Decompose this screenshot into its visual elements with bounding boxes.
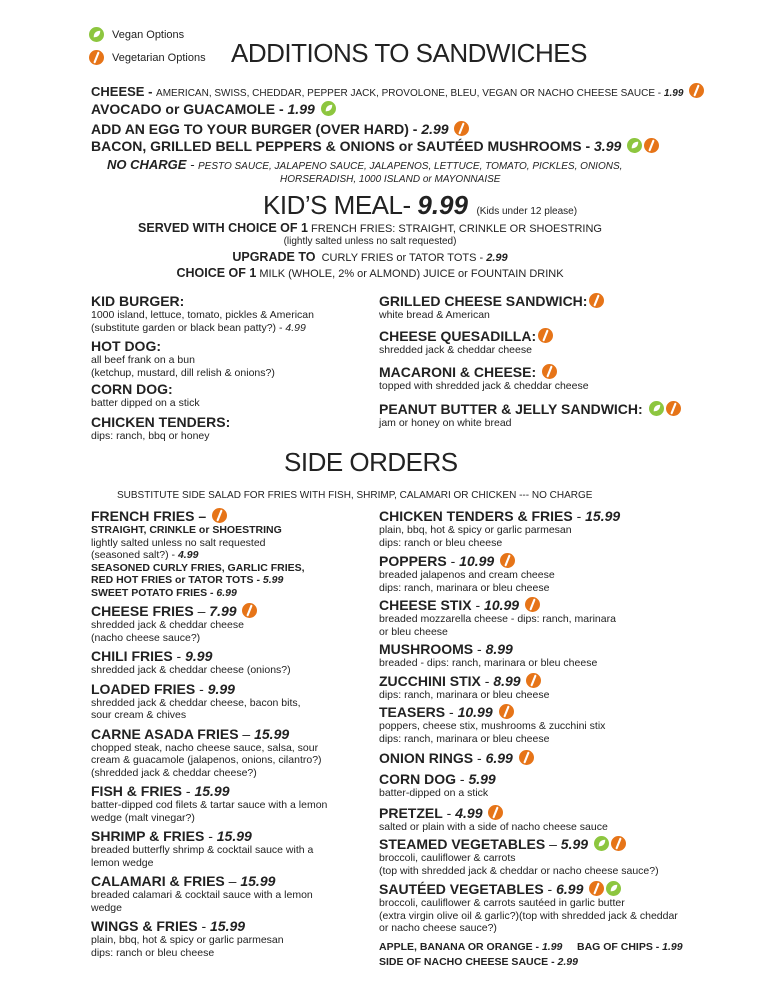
additions-bacon: BACON, GRILLED BELL PEPPERS & ONIONS or SAUTÉED MUSHROOMS - 3.99 xyxy=(91,138,659,154)
additions-cheese: CHEESE - AMERICAN, SWISS, CHEDDAR, PEPPER JACK, PROVOLONE, BLEU, VEGAN OR NACHO CHEESE SAUCE - 1.99 xyxy=(91,83,704,99)
side-item: FISH & FRIES - 15.99 batter-dipped cod filets & tartar sauce with a lemon wedge (malt vinegar?) xyxy=(91,783,328,824)
vegetarian-icon xyxy=(519,750,534,765)
side-item: CALAMARI & FRIES – 15.99 breaded calamari & cocktail sauce with a lemon wedge xyxy=(91,873,313,914)
kids-item: GRILLED CHEESE SANDWICH: white bread & American xyxy=(379,293,719,322)
kids-item: PEANUT BUTTER & JELLY SANDWICH: jam or honey on white bread xyxy=(379,401,719,430)
vegetarian-icon xyxy=(525,597,540,612)
vegan-icon xyxy=(594,836,609,851)
vegetarian-icon xyxy=(611,836,626,851)
kids-right-column xyxy=(379,293,719,429)
kids-item: CHEESE QUESADILLA: shredded jack & cheddar cheese xyxy=(379,328,719,357)
side-item: SHRIMP & FRIES - 15.99 breaded butterfly shrimp & cocktail sauce with a lemon wedge xyxy=(91,828,314,869)
side-item: TEASERS - 10.99 poppers, cheese stix, mushrooms & zucchini stix dips: ranch, marinara or bleu cheese xyxy=(379,704,606,745)
side-item: MUSHROOMS - 8.99 breaded - dips: ranch, marinara or bleu cheese xyxy=(379,641,598,669)
carrot-icon xyxy=(89,50,104,65)
kids-served-note: (lightly salted unless no salt requested) xyxy=(283,236,457,247)
vegan-icon xyxy=(627,138,642,153)
legend-vegan-label: Vegan Options xyxy=(112,28,185,41)
vegetarian-icon xyxy=(542,364,557,379)
vegetarian-icon xyxy=(454,121,469,136)
vegetarian-icon xyxy=(242,603,257,618)
side-item: CHEESE STIX - 10.99 breaded mozzarella cheese - dips: ranch, marinara or bleu cheese xyxy=(379,597,616,638)
kids-item: KID BURGER: 1000 island, lettuce, tomato, pickles & American (substitute garden or black bean patty?) - 4.99 xyxy=(91,293,314,334)
vegan-icon xyxy=(649,401,664,416)
side-item: CARNE ASADA FRIES – 15.99 chopped steak, nacho cheese sauce, salsa, sour cream & guacamole (jalapenos, onions, cilantro?) (shredded jack & cheddar cheese?) xyxy=(91,725,322,779)
vegetarian-icon xyxy=(499,704,514,719)
side-item: SAUTÉED VEGETABLES - 6.99 broccoli, cauliflower & carrots sautéed in garlic butter (extra virgin olive oil & garlic?)(top with shredded jack & cheddar or nacho cheese sauce?) xyxy=(379,881,678,934)
vegetarian-icon xyxy=(538,328,553,343)
vegetarian-icon xyxy=(589,293,604,308)
side-item-french-fries: FRENCH FRIES – STRAIGHT, CRINKLE or SHOESTRING lightly salted unless no salt requested (seasoned salt?) - 4.99 SEASONED CURLY FRIES, GARLIC FRIES, RED HOT FRIES or TATOR TOTS - 5.99 SWEET POTATO FRIES - 6.99 xyxy=(91,508,305,599)
vegetarian-icon xyxy=(589,881,604,896)
side-item: WINGS & FRIES - 15.99 plain, bbq, hot & spicy or garlic parmesan dips: ranch or bleu cheese xyxy=(91,918,284,959)
side-item: CORN DOG - 5.99 batter-dipped on a stick xyxy=(379,771,496,799)
kids-item: MACARONI & CHEESE: topped with shredded jack & cheddar cheese xyxy=(379,364,589,392)
vegetarian-icon xyxy=(644,138,659,153)
additions-no-charge-line2: HORSERADISH, 1000 ISLAND or MAYONNAISE xyxy=(280,174,501,185)
sides-right-column xyxy=(379,508,724,968)
kids-item: CORN DOG: batter dipped on a stick xyxy=(91,381,200,409)
vegetarian-icon xyxy=(689,83,704,98)
additions-title: ADDITIONS TO SANDWICHES xyxy=(231,38,587,68)
additions-avocado: AVOCADO or GUACAMOLE - 1.99 xyxy=(91,101,336,117)
kids-upgrade: UPGRADE TO CURLY FRIES or TATOR TOTS - 2.99 xyxy=(232,250,508,264)
legend-vegetarian-label: Vegetarian Options xyxy=(112,51,206,64)
legend-vegetarian xyxy=(89,50,206,65)
kids-left-column xyxy=(91,293,376,442)
side-item: ONION RINGS - 6.99 xyxy=(379,750,724,766)
side-item: CHILI FRIES - 9.99 shredded jack & cheddar cheese (onions?) xyxy=(91,648,291,676)
vegetarian-icon xyxy=(526,673,541,688)
side-item: POPPERS - 10.99 breaded jalapenos and cream cheese dips: ranch, marinara or bleu cheese xyxy=(379,553,555,594)
side-item: ZUCCHINI STIX - 8.99 dips: ranch, marinara or bleu cheese xyxy=(379,672,550,701)
vegetarian-icon xyxy=(666,401,681,416)
side-item: LOADED FRIES - 9.99 shredded jack & cheddar cheese, bacon bits, sour cream & chives xyxy=(91,680,301,721)
side-item: CHEESE FRIES – 7.99 shredded jack & cheddar cheese (nacho cheese sauce?) xyxy=(91,603,376,644)
vegetarian-icon xyxy=(500,553,515,568)
legend-vegan xyxy=(89,27,184,42)
sides-title: SIDE ORDERS xyxy=(284,447,458,477)
additions-no-charge: NO CHARGE - PESTO SAUCE, JALAPENO SAUCE, JALAPENOS, LETTUCE, TOMATO, PICKLES, ONIONS, xyxy=(107,157,623,172)
vegan-icon xyxy=(321,101,336,116)
kids-title: KID’S MEAL- 9.99 (Kids under 12 please) xyxy=(263,190,578,220)
vegetarian-icon xyxy=(212,508,227,523)
kids-item: CHICKEN TENDERS: dips: ranch, bbq or honey xyxy=(91,413,231,442)
sides-left-column xyxy=(91,508,376,959)
sides-substitute: SUBSTITUTE SIDE SALAD FOR FRIES WITH FISH, SHRIMP, CALAMARI OR CHICKEN --- NO CHARGE xyxy=(117,490,593,501)
vegetarian-icon xyxy=(488,805,503,820)
kids-served: SERVED WITH CHOICE OF 1 FRENCH FRIES: STRAIGHT, CRINKLE OR SHOESTRING xyxy=(138,221,602,235)
kids-choice: CHOICE OF 1 MILK (WHOLE, 2% or ALMOND) JUICE or FOUNTAIN DRINK xyxy=(176,266,564,280)
side-item: CHICKEN TENDERS & FRIES - 15.99 plain, bbq, hot & spicy or garlic parmesan dips: ranch or bleu cheese xyxy=(379,508,621,549)
side-extras: APPLE, BANANA OR ORANGE - 1.99 BAG OF CHIPS - 1.99 SIDE OF NACHO CHEESE SAUCE - 2.99 xyxy=(379,940,683,968)
additions-egg: ADD AN EGG TO YOUR BURGER (OVER HARD) - 2.99 xyxy=(91,121,469,137)
side-item: PRETZEL - 4.99 salted or plain with a side of nacho cheese sauce xyxy=(379,804,608,833)
vegan-icon xyxy=(606,881,621,896)
side-item: STEAMED VEGETABLES – 5.99 broccoli, cauliflower & carrots (top with shredded jack & cheddar or nacho cheese sauce?) xyxy=(379,836,659,877)
kids-item: HOT DOG: all beef frank on a bun (ketchup, mustard, dill relish & onions?) xyxy=(91,338,275,379)
leaf-icon xyxy=(89,27,104,42)
